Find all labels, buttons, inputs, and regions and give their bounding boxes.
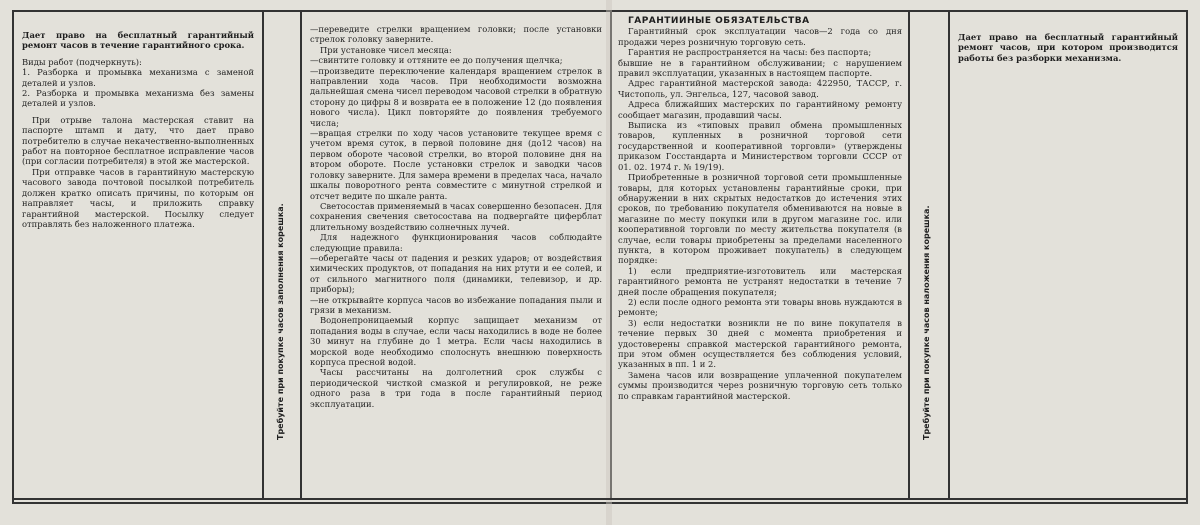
- instr-line-0: —переведите стрелки вращением головки; после установки стрелок головку заверните.: [310, 24, 602, 45]
- warranty-line-0: Гарантийный срок эксплуатации часов—2 года со дня продажи через розничную торговую сеть.: [618, 26, 902, 47]
- divider-left-stub: [262, 10, 264, 500]
- divider-left-col: [300, 10, 302, 500]
- instr-line-2: —свинтите головку и оттяните ее до получения щелчка;: [310, 55, 563, 66]
- work-types-label: Виды работ (подчеркнуть):: [22, 56, 142, 67]
- fold-crease: [606, 0, 612, 525]
- instr-line-4: —вращая стрелки по ходу часов установите текущее время с учетом время суток, в первой половине дня (до12 часов) на первом обороте часовой стрелки, во второй половине дня на втором обороте. После установки стрелок и заводки часов головку заверните. Для замера времени в пределах часа, начало шкалы поворотного рента совместите с минутной стрелкой и отсчет ведите по шкале ранта.: [310, 128, 602, 201]
- instr-line-10: Часы рассчитаны на долголетний срок службы с периодической чисткой смазкой и регулировкой, не реже одного раза в три года в после гарантийный период эксплуатации.: [310, 367, 602, 409]
- coupon-left-paragraph-1: При отрыве талона мастерская ставит на паспорте штамп и дату, что дает право потребителю в случае некачественно-выполненных работ на повторное бесплатное исправление часов (при согласии потребителя) в этой же мастерской.: [22, 114, 254, 167]
- instr-line-1: При установке чисел месяца:: [320, 44, 452, 55]
- instr-line-5: Светосостав применяемый в часах совершенно безопасен. Для сохранения свечения светосостава на подвергайте циферблат длительному воздействию солнечных лучей.: [310, 200, 602, 232]
- right-stub-vertical-note: Требуйте при покупке часов наложения корешка.: [922, 205, 931, 440]
- work-type-1: 1. Разборка и промывка механизма с заменой деталей и узлов.: [22, 67, 254, 88]
- warranty-line-9: 3) если недостатки возникли не по вине покупателя в течение первых 30 дней с момента приобретения и удостоверены справкой мастерской гарантийного ремонта, при этом обмен осуществляется без соблюдения условий, указанных в пп. 1 и 2.: [618, 317, 902, 370]
- coupon-left-paragraph-2: При отправке часов в гарантийную мастерскую часового завода почтовой посылкой потребитель должен кратко описать причины, по которым он направляет часы, и приложить справку гарантийной мастерской. Посылку следует отправлять без наложенного платежа.: [22, 166, 254, 229]
- divider-right-stub: [948, 10, 950, 500]
- warranty-line-1: Гарантия не распространяется на часы: без паспорта;: [628, 47, 872, 58]
- instr-line-6: Для надежного функционирования часов соблюдайте следующие правила:: [310, 232, 602, 253]
- warranty-line-8: 2) если после одного ремонта эти товары вновь нуждаются в ремонте;: [618, 296, 902, 318]
- instr-line-3: —произведите переключение календаря вращением стрелок в направлении хода часов. При необходимости возможна дальнейшая смена чисел переводом часовой стрелки в обратную сторону до цифры 8 и возврата ее в положение 12 (до появления нового числа). Цикл повторяйте до появления требуемого числа;: [310, 65, 602, 128]
- warranty-heading: ГАРАНТИЙНЫЕ ОБЯЗАТЕЛЬСТВА: [628, 16, 810, 26]
- work-type-2: 2. Разборка и промывка механизма без замены деталей и узлов.: [22, 88, 254, 109]
- coupon-right: [958, 32, 1178, 492]
- warranty-line-6: Приобретенные в розничной торговой сети промышленные товары, для которых установлены гарантийные сроки, при обнаружении в них скрытых недостатков до истечения этих сроков, по требованию покупателя обмениваются на новые в магазине по месту покупки или в другом магазине гос. или кооперативной торговли по месту жительства покупателя (в случае, если товары приобретены за пределами населенного пункта, в котором проживает покупатель) в следующем порядке:: [618, 172, 902, 266]
- warranty-line-4: Адреса ближайших мастерских по гарантийному ремонту сообщает магазин, продавший часы.: [618, 99, 902, 120]
- instr-line-7: —оберегайте часы от падения и резких ударов; от воздействия химических продуктов, от попадания на них ртути и ее солей, и от сильного магнитного поля (динамики, телевизор, и др. приборы);: [310, 252, 602, 295]
- divider-right-col: [908, 10, 910, 500]
- instr-line-9: Водонепроницаемый корпус защищает механизм от попадания воды в случае, если часы находились в воде не более 30 минут на глубине до 1 метра. Если часы находились в морской воде необходимо сполоснуть внешнюю поверхность корпуса пресной водой.: [310, 315, 602, 367]
- warranty-line-2: бывшие не в гарантийном обслуживании; с нарушением правил эксплуатации, указанных в настоящем паспорте.: [618, 57, 902, 79]
- coupon-left-title: Дает право на бесплатный гарантийный ремонт часов в течение гарантийного срока.: [22, 30, 254, 51]
- instructions-column: [310, 24, 602, 494]
- left-stub-vertical-note: Требуйте при покупке часов заполнения корешка.: [276, 203, 285, 440]
- warranty-line-3: Адрес гарантийной мастерской завода: 422950, ТАССР, г. Чистополь, ул. Энгельса, 127, часовой завод.: [618, 78, 902, 99]
- warranty-column: [618, 16, 902, 496]
- bottom-rule: [12, 498, 1186, 500]
- coupon-right-title: Дает право на бесплатный гарантийный ремонт часов, при котором производится работы без разборки механизма.: [958, 32, 1178, 63]
- warranty-line-7: 1) если предприятие-изготовитель или мастерская гарантийного ремонта не устранят недостатки в течение 7 дней после обращения покупателя;: [618, 265, 902, 297]
- instr-line-8: —не открывайте корпуса часов во избежание попадания пыли и грязи в механизм.: [310, 294, 602, 315]
- warranty-line-5: Выписка из «типовых правил обмена промышленных товаров, купленных в розничной торговой сети государственной и кооперативной торговли» (утверждены приказом Госстандарта и Министерством торговли СССР от 01. 02. 1974 г. № 19/19).: [618, 120, 902, 172]
- warranty-line-10: Замена часов или возвращение уплаченной покупателем суммы производится через розничную торговую сеть только по справкам гарантийной мастерской.: [618, 369, 902, 401]
- coupon-left: [22, 30, 254, 495]
